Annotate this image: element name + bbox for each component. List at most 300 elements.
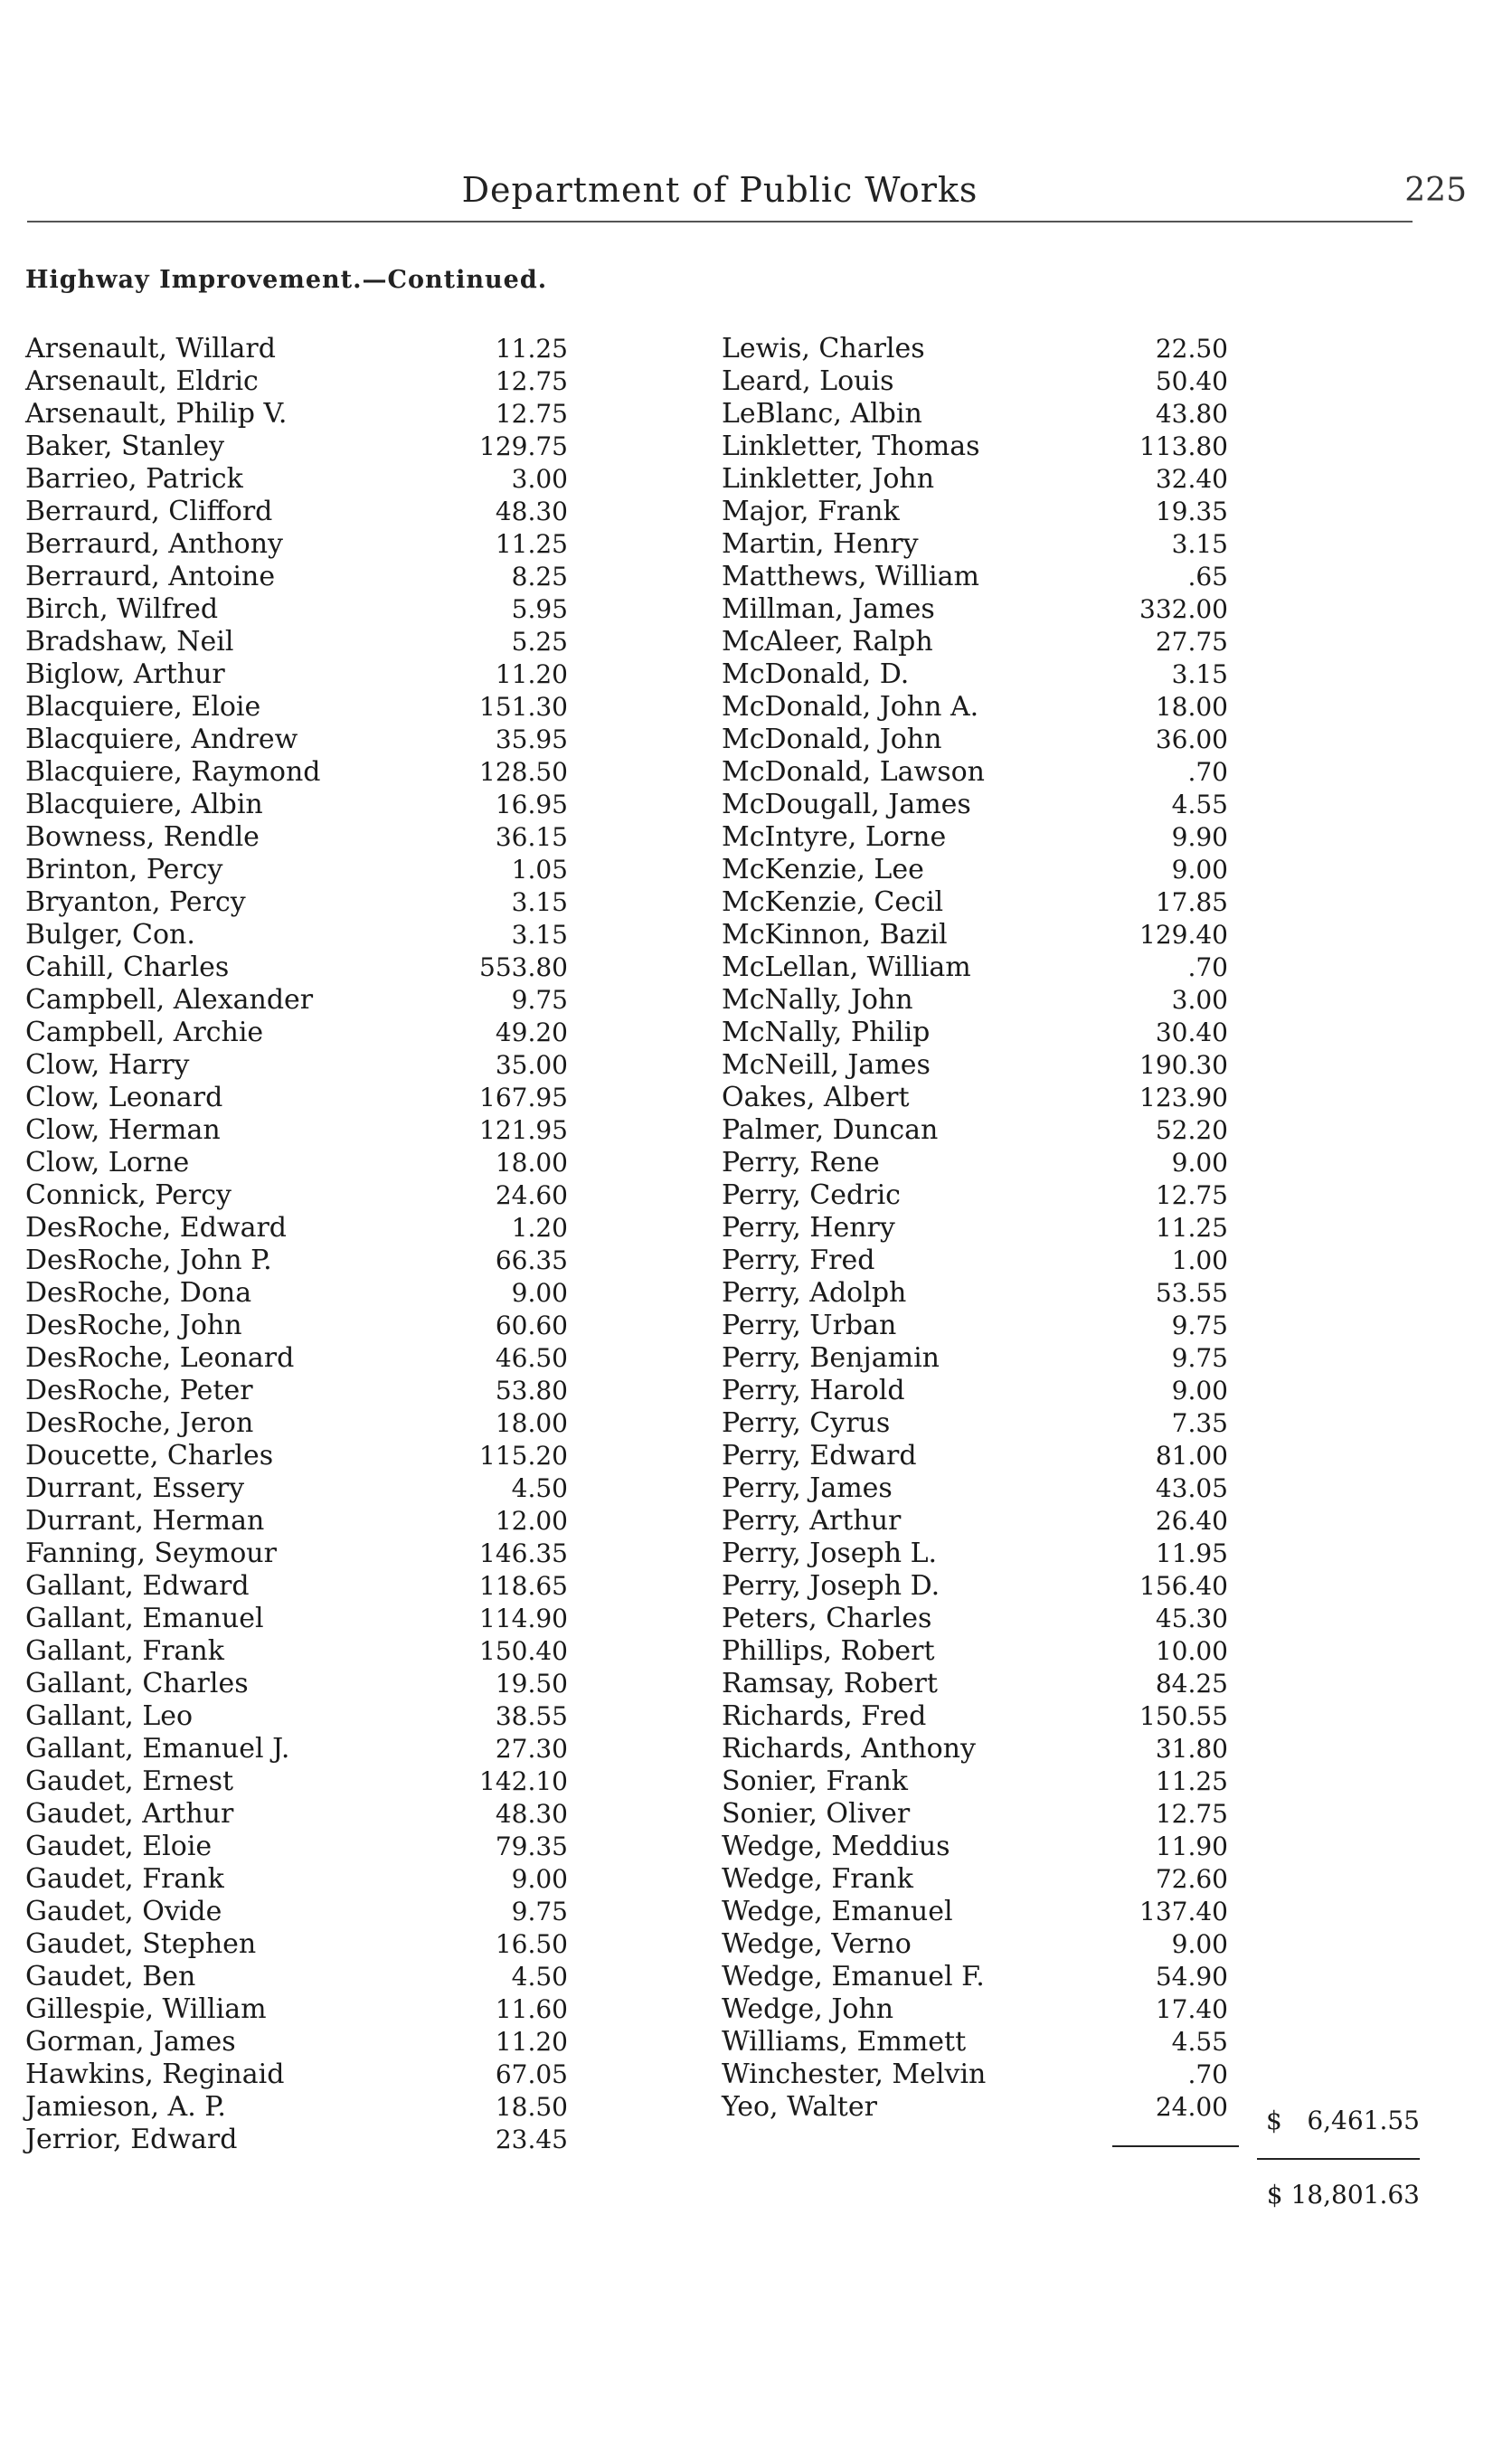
entry-amount: 11.25 [495,529,568,559]
list-item [25,1310,568,1342]
grand-total: $ 18,801.63 [1266,2180,1420,2210]
entry-amount: 32.40 [1155,464,1228,494]
entry-amount: 10.00 [1155,1636,1228,1666]
subtotal-amount: 6,461.55 [1307,2106,1420,2135]
entry-name: McDonald, John A. [722,691,979,723]
entry-name: Major, Frank [722,496,900,527]
list-item [722,984,1418,1017]
list-item [722,626,1418,658]
entry-name: McAleer, Ralph [722,626,933,658]
entry-name: Berraurd, Anthony [25,528,283,560]
entry-name: Blacquiere, Raymond [25,756,321,788]
entry-name: Perry, Fred [722,1245,875,1276]
entry-name: Campbell, Alexander [25,984,314,1016]
entry-amount: 18.00 [1155,692,1228,722]
entry-amount: .70 [1187,2059,1228,2089]
entry-name: DesRoche, Edward [25,1212,288,1244]
entry-amount: 27.30 [495,1734,568,1764]
entry-amount: 113.80 [1139,431,1228,461]
entry-amount: 1.00 [1171,1245,1228,1275]
list-item [25,1049,568,1082]
list-item [722,1049,1418,1082]
entry-amount: 43.80 [1155,399,1228,429]
entry-name: Cahill, Charles [25,951,230,983]
entry-amount: 9.75 [511,1897,568,1926]
entry-name: Wedge, John [722,1993,894,2025]
list-item [25,886,568,919]
entry-amount: 18.00 [495,1408,568,1438]
list-item [25,919,568,951]
entry-amount: 27.75 [1155,627,1228,657]
list-item [25,1212,568,1245]
entry-name: Williams, Emmett [722,2026,967,2058]
list-item [722,789,1418,821]
list-item [722,854,1418,886]
entry-amount: 3.15 [1171,659,1228,689]
entry-name: Connick, Percy [25,1179,232,1211]
entry-name: Jerrior, Edward [25,2124,238,2155]
entry-amount: 332.00 [1139,594,1228,624]
entry-name: Bulger, Con. [25,919,195,951]
entry-name: McDonald, Lawson [722,756,985,788]
entry-amount: 5.95 [511,594,568,624]
entry-name: McKenzie, Cecil [722,886,944,918]
entry-name: Sonier, Frank [722,1765,908,1797]
list-item [25,2026,568,2059]
entry-amount: 11.60 [495,1994,568,2024]
entry-name: Wedge, Verno [722,1928,912,1960]
list-item [25,1017,568,1049]
entry-name: DesRoche, Jeron [25,1407,254,1439]
list-item [722,1798,1418,1831]
list-item [25,1277,568,1310]
list-item [722,1472,1418,1505]
entry-amount: 31.80 [1155,1734,1228,1764]
list-item [722,1928,1418,1961]
entry-amount: 3.15 [511,920,568,950]
list-item [25,724,568,756]
entry-name: DesRoche, Peter [25,1375,253,1406]
entry-amount: 72.60 [1155,1864,1228,1894]
entry-amount: 52.20 [1155,1115,1228,1145]
list-item [722,2026,1418,2059]
list-item [25,1896,568,1928]
list-item [722,1212,1418,1245]
entry-amount: 9.75 [1171,1311,1228,1340]
entry-amount: 54.90 [1155,1962,1228,1992]
list-item [722,1017,1418,1049]
entry-name: Doucette, Charles [25,1440,274,1472]
entry-name: Perry, Rene [722,1147,880,1178]
entry-amount: 12.75 [495,399,568,429]
entry-name: McKenzie, Lee [722,854,924,885]
entry-amount: 36.00 [1155,724,1228,754]
entry-name: Wedge, Emanuel F. [722,1961,985,1992]
entry-name: Perry, Adolph [722,1277,907,1309]
list-item [25,1831,568,1863]
list-item [25,1538,568,1570]
entry-amount: 48.30 [495,497,568,526]
entry-amount: 49.20 [495,1018,568,1047]
entry-name: Lewis, Charles [722,333,925,364]
entry-amount: 35.95 [495,724,568,754]
entry-name: Gallant, Edward [25,1570,250,1602]
entry-name: Bryanton, Percy [25,886,246,918]
entry-amount: 36.15 [495,822,568,852]
list-item [722,1570,1418,1603]
entry-name: Wedge, Meddius [722,1831,950,1862]
entry-amount: 11.25 [1155,1213,1228,1243]
entry-name: Arsenault, Willard [25,333,276,364]
entry-amount: 84.25 [1155,1669,1228,1699]
list-item [722,1538,1418,1570]
entry-name: Sonier, Oliver [722,1798,911,1830]
list-item [722,1668,1418,1700]
entry-amount: 30.40 [1155,1018,1228,1047]
list-item [722,724,1418,756]
entry-amount: 35.00 [495,1050,568,1080]
entry-name: Gaudet, Frank [25,1863,224,1895]
entry-name: Yeo, Walter [722,2091,877,2123]
list-item [25,528,568,561]
entry-amount: 9.00 [1171,1148,1228,1178]
entry-amount: 4.50 [511,1962,568,1992]
list-item [722,1179,1418,1212]
entry-name: Gaudet, Ben [25,1961,196,1992]
entry-amount: 16.50 [495,1929,568,1959]
list-item [722,1082,1418,1114]
entry-name: DesRoche, Dona [25,1277,252,1309]
entry-name: Clow, Herman [25,1114,221,1146]
entry-amount: 150.40 [479,1636,568,1666]
list-item [25,1114,568,1147]
list-item [722,951,1418,984]
list-item [25,658,568,691]
list-item [722,658,1418,691]
entry-name: Wedge, Frank [722,1863,913,1895]
entry-name: Perry, Cyrus [722,1407,891,1439]
entry-name: Berraurd, Clifford [25,496,273,527]
entry-amount: .65 [1187,562,1228,592]
entry-amount: 67.05 [495,2059,568,2089]
entry-amount: .70 [1187,757,1228,787]
column-total-rule [1112,2145,1239,2147]
entry-name: Barrieo, Patrick [25,463,243,495]
list-item [722,431,1418,463]
entry-amount: 4.55 [1171,790,1228,819]
list-item [722,2059,1418,2091]
list-item [722,1635,1418,1668]
entry-name: Biglow, Arthur [25,658,225,690]
list-item [25,2091,568,2124]
entry-name: McDonald, D. [722,658,910,690]
entry-amount: 8.25 [511,562,568,592]
list-item [25,1505,568,1538]
list-item [25,561,568,593]
entry-name: Arsenault, Philip V. [25,398,288,430]
entry-amount: 12.00 [495,1506,568,1536]
entry-amount: 19.35 [1155,497,1228,526]
list-item [722,691,1418,724]
subtotal-rule [1257,2158,1420,2160]
list-item [25,1798,568,1831]
entry-amount: 7.35 [1171,1408,1228,1438]
entry-amount: 23.45 [495,2125,568,2154]
list-item [25,1179,568,1212]
entry-amount: 11.20 [495,659,568,689]
entry-name: Gaudet, Arthur [25,1798,234,1830]
entry-name: Durrant, Herman [25,1505,265,1537]
entry-name: Richards, Anthony [722,1733,976,1765]
list-item [722,496,1418,528]
entry-name: Perry, Arthur [722,1505,902,1537]
list-item [722,886,1418,919]
entry-amount: 11.95 [1155,1538,1228,1568]
entry-name: Bradshaw, Neil [25,626,234,658]
entry-name: Linkletter, John [722,463,935,495]
entry-amount: 24.60 [495,1180,568,1210]
list-item [722,1863,1418,1896]
list-item [25,463,568,496]
page-number: 225 [1404,172,1467,209]
entry-amount: 79.35 [495,1832,568,1861]
list-item [722,365,1418,398]
list-item [722,463,1418,496]
list-item [722,561,1418,593]
entry-name: Gaudet, Ernest [25,1765,234,1797]
entry-amount: 9.90 [1171,822,1228,852]
list-item [25,2124,568,2156]
entry-amount: 5.25 [511,627,568,657]
entry-amount: .70 [1187,952,1228,982]
entry-amount: 17.85 [1155,887,1228,917]
entry-name: McNally, Philip [722,1017,931,1048]
entry-amount: 3.15 [1171,529,1228,559]
entry-amount: 53.80 [495,1376,568,1406]
entry-amount: 12.75 [495,366,568,396]
list-item [25,1082,568,1114]
entry-amount: 115.20 [479,1441,568,1471]
entry-name: Gallant, Frank [25,1635,224,1667]
list-item [722,821,1418,854]
entry-name: Perry, Harold [722,1375,905,1406]
entry-amount: 123.90 [1139,1083,1228,1112]
entry-amount: 129.75 [479,431,568,461]
entry-amount: 146.35 [479,1538,568,1568]
entry-amount: 114.90 [479,1604,568,1633]
list-item [25,854,568,886]
entry-amount: 81.00 [1155,1441,1228,1471]
entry-amount: 11.25 [495,334,568,364]
entry-name: Berraurd, Antoine [25,561,276,592]
entry-name: McDougall, James [722,789,971,820]
list-item [722,1342,1418,1375]
list-item [25,1863,568,1896]
entry-amount: 1.05 [511,855,568,885]
entry-name: Matthews, William [722,561,979,592]
subtotal-currency: $ [1266,2106,1282,2135]
entry-amount: 12.75 [1155,1799,1228,1829]
list-item [722,528,1418,561]
entry-name: Gallant, Charles [25,1668,249,1699]
entry-name: Birch, Wilfred [25,593,219,625]
entry-name: Brinton, Percy [25,854,223,885]
entry-amount: 46.50 [495,1343,568,1373]
entry-name: Phillips, Robert [722,1635,935,1667]
entry-amount: 66.35 [495,1245,568,1275]
entry-name: McNeill, James [722,1049,931,1081]
entry-amount: 129.40 [1139,920,1228,950]
entry-amount: 9.00 [1171,1929,1228,1959]
entry-name: McIntyre, Lorne [722,821,947,853]
list-item [722,1505,1418,1538]
entry-amount: 18.50 [495,2092,568,2122]
section-heading: Highway Improvement.—Continued. [25,266,548,294]
entry-name: Bowness, Rendle [25,821,260,853]
entry-amount: 50.40 [1155,366,1228,396]
page-title: Department of Public Works [461,170,978,210]
list-item [25,951,568,984]
entry-amount: 151.30 [479,692,568,722]
list-item [722,1147,1418,1179]
entry-name: Perry, Benjamin [722,1342,940,1374]
entry-name: Blacquiere, Eloie [25,691,261,723]
entry-amount: 45.30 [1155,1604,1228,1633]
entry-name: Gaudet, Eloie [25,1831,213,1862]
entry-name: DesRoche, John [25,1310,242,1341]
list-item [25,626,568,658]
entry-amount: 150.55 [1139,1701,1228,1731]
entry-amount: 3.00 [1171,985,1228,1015]
entry-name: McDonald, John [722,724,942,755]
list-item [25,496,568,528]
left-column [25,333,568,2156]
list-item [25,1245,568,1277]
entry-name: Perry, Urban [722,1310,897,1341]
entry-name: Peters, Charles [722,1603,932,1634]
entry-name: Martin, Henry [722,528,919,560]
entry-amount: 137.40 [1139,1897,1228,1926]
list-item [722,1961,1418,1993]
list-item [25,1993,568,2026]
entry-amount: 9.00 [511,1278,568,1308]
entry-amount: 4.55 [1171,2027,1228,2057]
entry-amount: 118.65 [479,1571,568,1601]
list-item [25,333,568,365]
entry-name: Baker, Stanley [25,431,225,462]
entry-name: Blacquiere, Albin [25,789,263,820]
entry-amount: 121.95 [479,1115,568,1145]
list-item [722,1700,1418,1733]
entry-amount: 128.50 [479,757,568,787]
entry-amount: 12.75 [1155,1180,1228,1210]
list-item [25,1407,568,1440]
list-item [25,1603,568,1635]
list-item [25,1635,568,1668]
list-item [722,1993,1418,2026]
list-item [25,1961,568,1993]
list-item [722,1114,1418,1147]
list-item [25,789,568,821]
entry-amount: 9.75 [511,985,568,1015]
entry-name: Richards, Fred [722,1700,927,1732]
entry-name: Gaudet, Stephen [25,1928,257,1960]
entry-amount: 3.00 [511,464,568,494]
entry-name: Clow, Leonard [25,1082,223,1113]
list-item [722,1733,1418,1765]
entry-amount: 16.95 [495,790,568,819]
entry-amount: 156.40 [1139,1571,1228,1601]
entry-name: Linkletter, Thomas [722,431,980,462]
list-item [25,756,568,789]
entry-name: Durrant, Essery [25,1472,245,1504]
entry-name: Perry, Cedric [722,1179,901,1211]
entry-name: McLellan, William [722,951,971,983]
entry-name: Perry, Joseph L. [722,1538,938,1569]
entry-amount: 9.75 [1171,1343,1228,1373]
entry-name: Gallant, Leo [25,1700,194,1732]
entry-amount: 18.00 [495,1148,568,1178]
entry-name: Gallant, Emanuel J. [25,1733,290,1765]
list-item [25,1700,568,1733]
entry-amount: 19.50 [495,1669,568,1699]
entry-name: Campbell, Archie [25,1017,264,1048]
entry-amount: 11.90 [1155,1832,1228,1861]
entry-name: Hawkins, Reginaid [25,2059,285,2090]
list-item [25,984,568,1017]
entry-amount: 53.55 [1155,1278,1228,1308]
entry-amount: 43.05 [1155,1473,1228,1503]
list-item [25,691,568,724]
list-item [722,1310,1418,1342]
list-item [722,333,1418,365]
list-item [25,1928,568,1961]
entry-amount: 9.00 [1171,1376,1228,1406]
entry-amount: 22.50 [1155,334,1228,364]
entry-name: Palmer, Duncan [722,1114,939,1146]
entry-name: Gaudet, Ovide [25,1896,222,1927]
entry-name: Blacquiere, Andrew [25,724,298,755]
entry-name: Wedge, Emanuel [722,1896,953,1927]
list-item [25,1733,568,1765]
entry-name: LeBlanc, Albin [722,398,922,430]
list-item [722,1407,1418,1440]
entry-name: Gallant, Emanuel [25,1603,264,1634]
entry-amount: 1.20 [511,1213,568,1243]
list-item [722,1831,1418,1863]
right-column [722,333,1418,2124]
list-item [25,1668,568,1700]
list-item [25,1570,568,1603]
entry-amount: 48.30 [495,1799,568,1829]
entry-amount: 3.15 [511,887,568,917]
entry-name: Oakes, Albert [722,1082,910,1113]
entry-name: Winchester, Melvin [722,2059,987,2090]
entry-amount: 167.95 [479,1083,568,1112]
list-item [25,1765,568,1798]
entry-amount: 24.00 [1155,2092,1228,2122]
list-item [722,1245,1418,1277]
list-item [722,1440,1418,1472]
list-item [25,821,568,854]
entry-name: Leard, Louis [722,365,894,397]
list-item [722,1375,1418,1407]
entry-name: Ramsay, Robert [722,1668,938,1699]
list-item [25,593,568,626]
entry-name: Perry, James [722,1472,893,1504]
list-item [722,1765,1418,1798]
entry-amount: 553.80 [479,952,568,982]
